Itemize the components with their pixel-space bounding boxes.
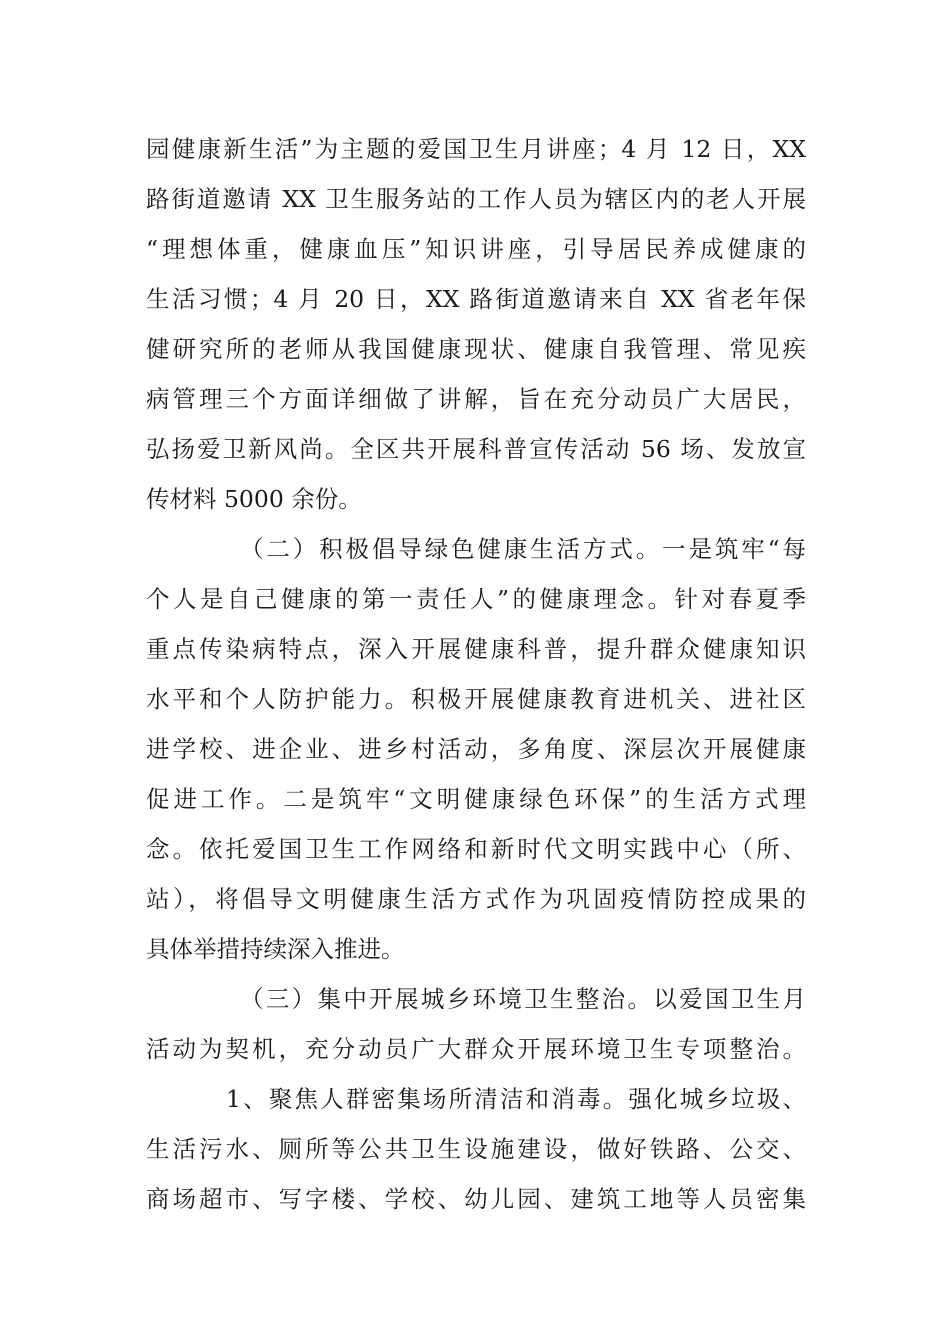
text-line: 健研究所的老师从我国健康现状、健康自我管理、常见疾 <box>146 335 806 363</box>
text-line: 传材料 5000 余份。 <box>146 485 362 513</box>
text-line: 重点传染病特点，深入开展健康科普，提升群众健康知识 <box>146 635 806 663</box>
text-line: 路街道邀请 XX 卫生服务站的工作人员为辖区内的老人开展 <box>146 185 806 213</box>
text-line: 站），将倡导文明健康生活方式作为巩固疫情防控成果的 <box>146 885 806 913</box>
text-line: 生活污水、厕所等公共卫生设施建设，做好铁路、公交、 <box>146 1135 806 1163</box>
text-line: “理想体重，健康血压”知识讲座，引导居民养成健康的 <box>146 235 806 263</box>
numbered-item-line: 1、聚焦人群密集场所清洁和消毒。强化城乡垃圾、 <box>226 1085 806 1113</box>
text-line: 活动为契机，充分动员广大群众开展环境卫生专项整治。 <box>146 1035 806 1063</box>
text-line: 生活习惯；4 月 20 日，XX 路街道邀请来自 XX 省老年保 <box>146 285 806 313</box>
text-line: 弘扬爱卫新风尚。全区共开展科普宣传活动 56 场、发放宣 <box>146 435 806 463</box>
text-line: 具体举措持续深入推进。 <box>146 935 405 963</box>
text-line: 念。依托爱国卫生工作网络和新时代文明实践中心（所、 <box>146 835 806 863</box>
text-line: 商场超市、写字楼、学校、幼儿园、建筑工地等人员密集 <box>146 1185 806 1213</box>
text-line: 个人是自己健康的第一责任人”的健康理念。针对春夏季 <box>146 585 806 613</box>
section-heading-line: （二）积极倡导绿色健康生活方式。一是筑牢“每 <box>240 535 806 563</box>
text-line: 水平和个人防护能力。积极开展健康教育进机关、进社区 <box>146 685 806 713</box>
text-line: 进学校、进企业、进乡村活动，多角度、深层次开展健康 <box>146 735 806 763</box>
section-heading-line: （三）集中开展城乡环境卫生整治。以爱国卫生月 <box>240 985 806 1013</box>
text-line: 促进工作。二是筑牢“文明健康绿色环保”的生活方式理 <box>146 785 806 813</box>
text-line: 病管理三个方面详细做了讲解，旨在充分动员广大居民， <box>146 385 806 413</box>
text-line: 园健康新生活”为主题的爱国卫生月讲座；4 月 12 日，XX <box>146 135 806 163</box>
